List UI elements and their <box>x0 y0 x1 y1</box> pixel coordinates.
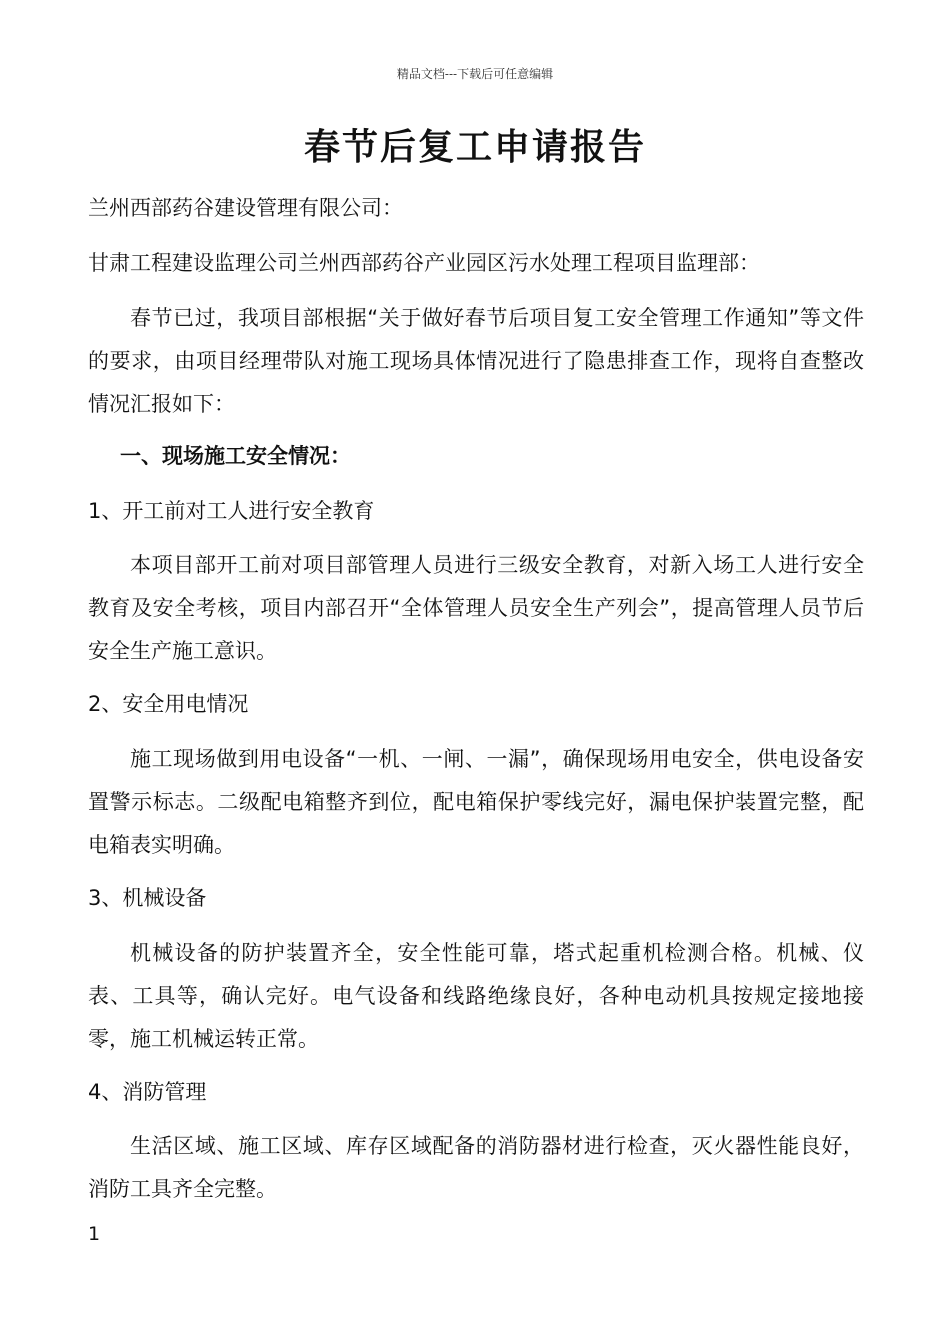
item-heading-4: 4、消防管理 <box>88 1080 207 1104</box>
item-body-4: 生活区域、施工区域、库存区域配备的消防器材进行检查，灭火器性能良好，消防工具齐全完整。 <box>88 1134 864 1201</box>
header-note: 精品文档---下载后可任意编辑 <box>396 67 554 81</box>
addressee-secondary: 甘肃工程建设监理公司兰州西部药谷产业园区污水处理工程项目监理部： <box>88 251 760 275</box>
item-heading-3: 3、机械设备 <box>88 886 207 910</box>
item-heading-2: 2、安全用电情况 <box>88 692 249 716</box>
section-heading: 一、现场施工安全情况： <box>120 444 351 468</box>
document-title: 春节后复工申请报告 <box>303 126 646 168</box>
item-heading-1: 1、开工前对工人进行安全教育 <box>88 499 375 523</box>
addressee-primary: 兰州西部药谷建设管理有限公司： <box>88 196 403 220</box>
page-number: 1 <box>88 1223 101 1245</box>
intro-paragraph: 春节已过，我项目部根据“关于做好春节后项目复工安全管理工作通知”等文件的要求，由项目经理带队对施工现场具体情况进行了隐患排查工作，现将自查整改情况汇报如下： <box>88 306 864 416</box>
item-body-1: 本项目部开工前对项目部管理人员进行三级安全教育，对新入场工人进行安全教育及安全考核，项目内部召开“全体管理人员安全生产列会”，提高管理人员节后安全生产施工意识。 <box>88 553 864 663</box>
item-body-3: 机械设备的防护装置齐全，安全性能可靠，塔式起重机检测合格。机械、仪表、工具等，确认完好。电气设备和线路绝缘良好，各种电动机具按规定接地接零，施工机械运转正常。 <box>88 941 864 1051</box>
item-body-2: 施工现场做到用电设备“一机、一闸、一漏”，确保现场用电安全，供电设备安置警示标志。二级配电箱整齐到位，配电箱保护零线完好，漏电保护装置完整，配电箱表实明确。 <box>88 747 864 857</box>
